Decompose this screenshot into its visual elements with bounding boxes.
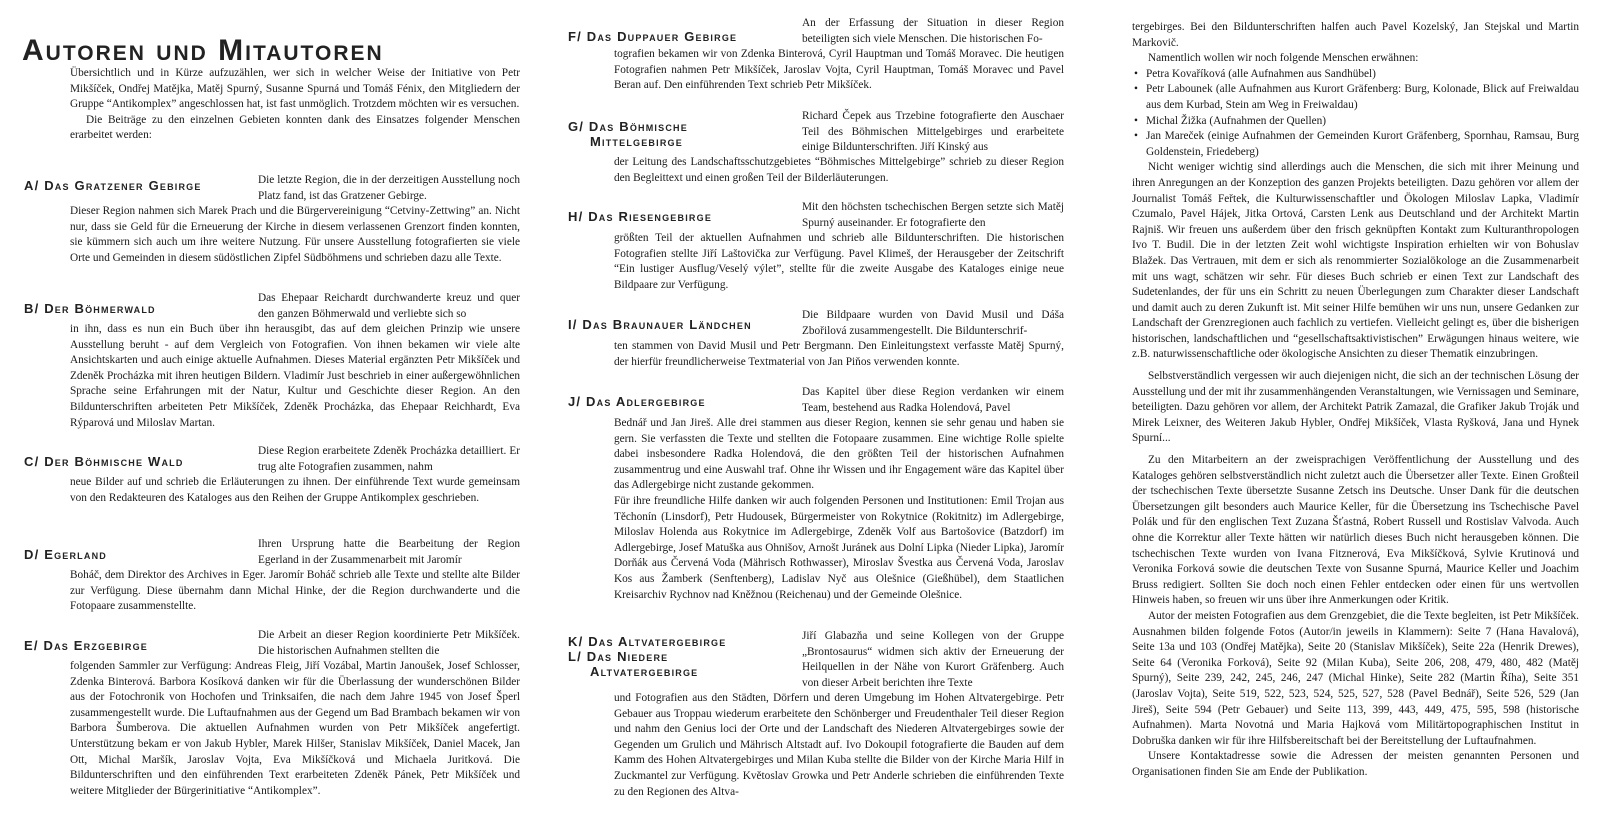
section-text: tografien bekamen wir von Zdenka Binterová, Cyril Hauptman und Tomáš Moravec. Die heutigen Fotografien nahmen Petr Mikšíček, Jaroslav Vojta, Cyril Hauptman, Tomáš Moravec und Pavel Beran auf. Den einführenden Text schrieb Petr Mikšíček. xyxy=(614,48,1064,92)
section-text xyxy=(614,416,1064,603)
section-heading: E/ Das Erzgebirge xyxy=(24,638,148,653)
section-text: Dieser Region nahmen sich Marek Prach und die Bürgervereinigung “Cetviny-Zettwing” an. Nicht nur, dass sie Geld für die Erneuerung der Kirche in diesem verlassenen Grenzort finden konnten, sie kümmern sich auch um ihre weitere Nutzung. Für unsere Ausstellung fotografierten sie viele Orte und Gemeinden in diesem südöstlichen Zipfel Südböhmens und schrieben dazu alle Texte. xyxy=(70,205,520,264)
paragraph: Selbstverständlich vergessen wir auch diejenigen nicht, die sich an der technischen Lösung der Ausstellung und der mit ihr zusammenhängenden Veranstaltungen, wie Vernissagen und Seminare, beteiligten. Dazu gehören vor allem, der Architekt Patrik Zamazal, die Grafiker Jakub Troják und Mirek Leixner, des Weiteren Jakub Hybler, Ondřej Mikšíček, Vlasta Ryšková, Jana und Hynek Spurní... xyxy=(1132,370,1579,445)
section-text: neue Bilder auf und schrieb die Erläuterungen zu ihnen. Der einführende Text wurde gemeinsam von den Redakteuren des Kataloges aus den Reihen der Gruppe Antikomplex geschrieben. xyxy=(70,476,520,504)
section-lead: Mit den höchsten tschechischen Bergen setzte sich Matěj Spurný auseinander. Er fotografierte den xyxy=(802,201,1064,229)
section-heading-line: L/ Das Niedere xyxy=(568,649,669,664)
section-lead: Das Kapitel über diese Region verdanken wir einem Team, bestehend aus Radka Holendová, Pavel xyxy=(802,386,1064,414)
section-heading-line: G/ Das Böhmische xyxy=(568,119,688,134)
section-text: und Fotografien aus den Städten, Dörfern und deren Umgebung im Hohen Altvatergebirge. Petr Gebauer aus Troppau wiederum erarbeitete den Schönberger und Freudenthaler Teil dieser Region und nahm den Genius loci der Orte und der Landschaft des Niederen Altvatergebirges sowie der Gegenden um Grulich und Mährisch Altstadt auf. Ivo Dokoupil fotografierte die Bauden auf dem Kamm des Hohen Altvatergebirges und Milan Kuba stellte die Bilder von der Kirche Maria Hilf in Zuckmantel zur Verfügung. Květoslav Growka und Petr Anderle schrieben die einführenden Texte zu den Regionen des Altva- xyxy=(614,692,1064,798)
section-lead: Die Bildpaare wurden von David Musil und Dáša Zbořilová zusammengestellt. Die Bildunterschrif- xyxy=(802,309,1064,337)
section-lead: Richard Čepek aus Trzebine fotografierte den Auschaer Teil des Böhmischen Mittelgebirges und erarbeitete einige Bildunterschriften. Jiří Kinský aus xyxy=(802,110,1064,154)
paragraph: Zu den Mitarbeitern an der zweisprachigen Veröffentlichung der Ausstellung und des Kataloges gehören selbstverständlich nicht zuletzt auch die Übersetzer aller Texte. Einen Großteil der tschechischen Texte übersetzte Susanne Zetsch ins Deutsche. Unser Dank für die deutschen Übersetzungen gilt besonders auch Maurice Keller, für die Übersetzung ins Tschechische Pavel Polák und für den englischen Text Zuzana Šťastná, Robert Russell und Rostislav Valvoda. Auch ohne die Korrektur aller Texte hätten wir natürlich dieses Buch nicht herausgeben können. Die tschechischen Texte wurden von Ivana Fitznerová, Eva Mikšíčková, Sylvie Krutinová und Veronika Forková sowie die deutschen Texte von Susanne Spurná, Maurice Keller und Joachim Bruss redigiert. Sollten Sie doch noch einen Fehler entdecken oder einen für uns wertvollen Hinweis haben, so freuen wir uns über ihre Anmerkungen oder Kritik. xyxy=(1132,454,1579,607)
section-text: folgenden Sammler zur Verfügung: Andreas Fleig, Jiří Vozábal, Martin Janoušek, Josef Schlosser, Zdenka Binterová. Barbora Kosíková danken wir für die Überlassung der wunderschönen Bilder aus der Fotochronik von Hochofen und Trinksaifen, die nach dem Jahre 1945 von Josef Šperl zusammengestellt wurde. Die Luftaufnahmen aus der Gegend um Bad Brambach bekamen wir von Barbora Šumberova. Die aktuellen Aufnahmen wurden von Petr Mikšíček angefertigt. Unterstützung bekam er von Jakub Hybler, Marek Hilšer, Stanislav Mikšíček, Daniel Macek, Jan Ott, Michal Maršík, Jaroslav Vojta, Eva Mikšíčková und Michaela Juritková. Die Bildunterschriften und den einführenden Text erarbeiteten Zdeněk Pánek, Petr Mikšíček und weitere Mitglieder der Bürgerinitiative “Antikomplex”. xyxy=(70,660,520,797)
section-text: der Leitung des Landschaftsschutzgebietes “Böhmisches Mittelgebirge” schrieb zu dieser Region den Begleittext und einen großen Teil der Bilderläuterungen. xyxy=(614,156,1064,184)
section-heading: B/ Der Böhmerwald xyxy=(24,301,156,316)
section-lead: Die Arbeit an dieser Region koordinierte Petr Mikšíček. Die historischen Aufnahmen stellten die xyxy=(258,629,520,657)
intro xyxy=(70,66,520,144)
section-heading: F/ Das Duppauer Gebirge xyxy=(568,29,738,44)
section-lead: An der Erfassung der Situation in dieser Region beteiligten sich viele Menschen. Die historischen Fo- xyxy=(802,17,1064,45)
section-text: in ihn, dass es nun ein Buch über ihn herausgibt, das auf dem gleichen Prinzip wie unsere Ausstellung beruht - auf dem Vergleich von Fotografien. Von ihnen bekamen wir viele alte Ansichtskarten und auch einige aktuelle Aufnahmen. Dieses Material ergänzten Petr Mikšíček und Zdeněk Procházka mit ihren heutigen Bildern. Vladimír Just beschrieb in einer außergewöhnlichen Sprache seine Erfahrungen mit der Natur, Kultur und Geschichte dieser Region. An den Bildunterschriften arbeiteten Petr Mikšíček, Zdeněk Procházka, das Ehepaar Reichhardt, Eva Rýparová und Miloslav Martan. xyxy=(70,323,520,429)
list-item: • Jan Mareček (einige Aufnahmen der Gemeinden Kurort Gräfenberg, Spornhau, Ramsau, Burg Goldenstein, Friedeberg) xyxy=(1132,129,1579,160)
section-heading-line: K/ Das Altvatergebirge xyxy=(568,634,727,649)
paragraph: Unsere Kontaktadresse sowie die Adressen der meisten genannten Personen und Organisationen finden Sie am Ende der Publikation. xyxy=(1132,750,1579,778)
section-lead: Ihren Ursprung hatte die Bearbeitung der Region Egerland in der Zusammenarbeit mit Jaromír xyxy=(258,538,520,566)
list-item: • Petra Kovaříková (alle Aufnahmen aus Sandhübel) xyxy=(1132,67,1579,83)
section-heading xyxy=(568,634,726,679)
section-heading: I/ Das Braunauer Ländchen xyxy=(568,317,752,332)
section-paragraph: Für ihre freundliche Hilfe danken wir auch folgenden Personen und Institutionen: Emil Trojan aus Těchonín (Linsdorf), Petr Hudousek, Bürgermeister von Rokytnice (Rokitnitz) im Adlergebirge, Miloslav Holenda aus Rokytnice im Adlergebirge, Zdeněk Volf aus Bartošovice (Batzdorf) im Adlergebirge, Josef Matuška aus Ohnišov, Arnošt Juránek aus Dolní Lipka (Nieder Lipka), Jaromír Dorňák aus Červená Voda (Mährisch Rothwasser), Miroslav Švestka aus Červená Voda, Jaroslav Kos aus Žamberk (Senftenberg), Ladislav Nyč aus Olešnice (Gießhübel), dem Staatlichen Kreisarchiv Rychnov nad Kněžnou (Reichenau) und der Gemeinde Olešnice. xyxy=(614,494,1064,601)
section-heading xyxy=(568,119,688,149)
paragraph: Nicht weniger wichtig sind allerdings auch die Menschen, die sich mit ihrer Meinung und ihren Anregungen an der Konzeption des ganzen Projekts beteiligten. Dazu gehören vor allem der Journalist Tomáš Feřtek, die Kulturwissenschaftler und Ökologen Miloslav Lapka, Vladimír Czumalo, Pavel Hájek, Jitka Ortová, Carsten Lenk aus Deutschland und der Architekt Martin Rajniš. Wir freuen uns außerdem über den frisch geknüpften Kontakt zum Kulturanthropologen Ivo T. Budil. Die in der letzten Zeit wohl wichtigste Inspiration erhielten wir von Bohuslav Blažek. Das Vertrauen, mit dem er sich als renommierter Sozialökologe an die Zusammenarbeit mit uns wagt, schätzen wir sehr. Für dieses Buch schrieb er einen Text zur Landschaft des Sudetenlandes, der für uns ein Schritt zu neuen Überlegungen zum Charakter dieser Landschaft und damit auch zu deren Zukunft ist. Mit seiner Hilfe bemühen wir uns nun, unsere Gedanken zur Landschaft der Grenzregionen auch fachlich zu vertiefen. Vielleicht gelingt es, über die bisherigen historischen, landschaftlichen und “gesellschaftsaktivistischen” Erwägungen hinaus weitere, wie z.B. naturwissenschaftliche oder ökologische Ansichten zu dieser Thematik einzubringen. xyxy=(1132,161,1579,361)
page-title: Autoren und Mitautoren xyxy=(22,34,384,68)
section-heading-line: Mittelgebirge xyxy=(590,134,683,149)
intro-paragraph: Übersichtlich und in Kürze aufzuzählen, wer sich in welcher Weise der Initiative von Petr Mikšíček, Ondřej Matějka, Matěj Spurný, Susanne Spurná und Tomáš Fénix, den Mitgliedern der Gruppe “Antikomplex” angeschlossen hat, ist fast unmöglich. Trotzdem möchten wir es versuchen. xyxy=(70,67,520,111)
section-lead: Das Ehepaar Reichardt durchwanderte kreuz und quer den ganzen Böhmerwald und verliebte sich so xyxy=(258,292,520,320)
list-item: • Michal Žižka (Aufnahmen der Quellen) xyxy=(1132,114,1579,130)
section-heading: A/ Das Gratzener Gebirge xyxy=(24,178,202,193)
section-lead: Diese Region erarbeitete Zdeněk Procházka detailliert. Er trug alte Fotografien zusammen, nahm xyxy=(258,445,520,473)
intro-paragraph: Die Beiträge zu den einzelnen Gebieten konnten dank des Einsatzes folgender Menschen erarbeitet werden: xyxy=(70,113,520,142)
section-lead: Die letzte Region, die in der derzeitigen Ausstellung noch Platz fand, ist das Gratzener Gebirge. xyxy=(258,174,520,202)
section-lead: Jiří Glabazňa und seine Kollegen von der Gruppe „Brontosaurus“ widmen sich aktiv der Erneuerung der Heilquellen in der Nähe von Kurort Gräfenberg. Auch von dieser Arbeit berichten ihre Texte xyxy=(802,630,1064,689)
section-text: Boháč, dem Direktor des Archives in Eger. Jaromír Boháč schrieb alle Texte und stellte alte Bilder zur Verfügung. Diese übernahm dann Michal Hinke, der die Region durchwanderte und die Fotopaare zusammenstellte. xyxy=(70,569,520,613)
section-heading: J/ Das Adlergebirge xyxy=(568,394,706,409)
section-heading: C/ Der Böhmische Wald xyxy=(24,454,184,469)
section-heading: D/ Egerland xyxy=(24,547,107,562)
section-heading-line: Altvatergebirge xyxy=(590,664,699,679)
names-intro: Namentlich wollen wir noch folgende Menschen erwähnen: xyxy=(1148,52,1419,65)
section-text: ten stammen von David Musil und Petr Bergmann. Den Einleitungstext verfasste Matěj Spurný, der hierfür freundlicherweise Textmaterial von Jan Piňos verwenden konnte. xyxy=(614,340,1064,368)
names-list xyxy=(1132,67,1579,161)
section-heading: H/ Das Riesengebirge xyxy=(568,209,713,224)
section-paragraph: Bednář und Jan Jireš. Alle drei stammen aus dieser Region, kennen sie sehr genau und haben sie gern. Sie verfassten die Texte und stellten die Fotopaare zusammen. Eine wichtige Rolle spielte dabei insbesondere Radka Holendová, die den größten Teil der historischen Aufnahmen zusammentrug und eine Auswahl traf. Ohne ihr Wissen und ihr Engagement wäre das Kapitel über das Adlergebirge nicht zustande gekommen. xyxy=(614,417,1064,492)
column-3 xyxy=(1132,20,1579,781)
continuation-paragraph: tergebirges. Bei den Bildunterschriften halfen auch Pavel Kozelský, Jan Stejskal und Martin Markovič. xyxy=(1132,21,1579,49)
list-item: • Petr Labounek (alle Aufnahmen aus Kurort Gräfenberg: Burg, Kolonade, Blick auf Freiwaldau aus dem Kurbad, Stein am Weg in Freiwaldau) xyxy=(1132,82,1579,113)
paragraph: Autor der meisten Fotografien aus dem Grenzgebiet, die die Texte begleiten, ist Petr Mikšíček. Ausnahmen bilden folgende Fotos (Autor/in jeweils in Klammern): Seite 7 (Hana Havalová), Seite 13a und 103 (Ondřej Matějka), Seite 20 (Stanislav Mikšíček), Seite 22a (Henrik Drewes), Seite 64 (Veronika Forková), Seite 92 (Milan Kuba), Seite 206, 208, 479, 480, 482 (Matěj Spurný), Seite 239, 242, 245, 246, 247 (Michal Hinke), Seite 282 (Martin Říha), Seite 351 (Jaroslav Vojta), Seite 519, 522, 523, 524, 525, 527, 528 (Pavel Bednář), Seite 526, 529 (Jan Jireš), Seite 594 (Petr Gebauer) und Seite 113, 399, 443, 449, 475, 595, 598 (historische Aufnahmen). Marta Novotná und Maria Hajková vom Militärtopographischen Institut in Dobruška danken wir für ihre Hilfsbereitschaft bei der Bereitstellung der Luftaufnahmen. xyxy=(1132,609,1579,747)
section-text: größten Teil der aktuellen Aufnahmen und schrieb alle Bildunterschriften. Die historischen Fotografien stellte Jiří Laštovička zur Verfügung. Pavel Klimeš, der Herausgeber der Zeitschrift “Ein lustiger Ausflug/Veselý výlet”, stellte für die zweite Ausgabe des Kataloges einige neue Bildpaare zur Verfügung. xyxy=(614,232,1064,291)
